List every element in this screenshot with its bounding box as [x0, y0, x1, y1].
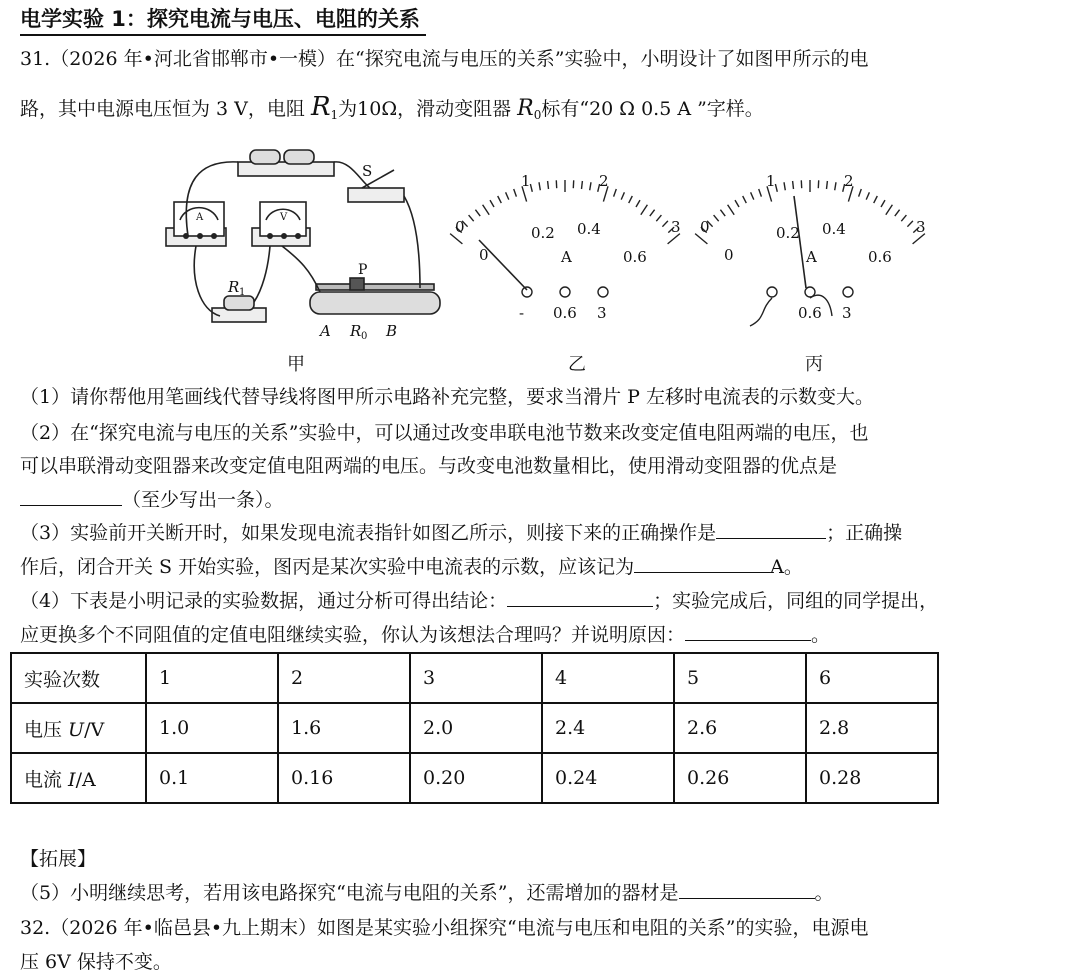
yi-terminal-neg: - — [519, 304, 525, 322]
dial-tick — [714, 215, 719, 221]
question-4-line1 — [20, 588, 938, 614]
voltage-unit: /V — [84, 718, 105, 741]
extension-heading: 【拓展】 — [20, 848, 97, 870]
rheostat-symbol: R — [350, 322, 362, 340]
table-cell: 6 — [806, 653, 938, 703]
bing-terminal-06: 0.6 — [798, 304, 822, 322]
dial-tick — [859, 189, 862, 197]
answer-blank-q2[interactable] — [20, 487, 122, 506]
dial-tick — [735, 200, 739, 207]
dial-tick — [483, 205, 490, 215]
bing-bottom-1: 0.2 — [776, 224, 800, 242]
dial-tick — [759, 189, 762, 197]
question-2-line3 — [20, 487, 284, 513]
resistor-label: R — [228, 278, 240, 296]
answer-blank-q3a[interactable] — [716, 520, 826, 539]
yi-bottom-2: 0.4 — [577, 220, 601, 238]
r1-subscript: 1 — [330, 108, 339, 122]
yi-terminal-06: 0.6 — [553, 304, 577, 322]
table-cell: 0.20 — [410, 753, 542, 803]
dial-tick — [751, 192, 754, 199]
ammeter-letter: A — [196, 212, 204, 223]
bing-top-0: 0 — [700, 218, 710, 236]
needle-bing — [794, 196, 806, 288]
dial-tick — [469, 215, 474, 221]
dial-tick — [498, 196, 502, 203]
dial-tick — [506, 192, 509, 199]
dial-tick — [907, 221, 913, 227]
dial-tick — [475, 210, 480, 216]
dial-tick — [881, 200, 885, 207]
section-title: 电学实验 1：探究电流与电压、电阻的关系 — [20, 4, 426, 36]
question-2-line1: （2）在“探究电流与电压的关系”实验中，可以通过改变串联电池节数来改变定值电阻两端的电压，也 — [20, 422, 869, 444]
table-cell: 5 — [674, 653, 806, 703]
yi-unit: A — [561, 248, 572, 266]
yi-bottom-1: 0.2 — [531, 224, 555, 242]
dial-tick — [866, 192, 869, 199]
rheostat — [310, 292, 440, 314]
answer-blank-q4a[interactable] — [507, 588, 653, 607]
yi-top-0: 0 — [455, 218, 465, 236]
dial-tick — [530, 184, 532, 192]
table-cell: 2 — [278, 653, 410, 703]
yi-top-2: 2 — [599, 172, 609, 190]
circuit-diagram — [150, 140, 450, 345]
figure-label-yi: 乙 — [568, 354, 586, 375]
table-cell: 2.4 — [542, 703, 674, 753]
dial-tick — [874, 196, 878, 203]
yi-terminal-3: 3 — [597, 304, 607, 322]
q4-text-a: （4）下表是小明记录的实验数据，通过分析可得出结论： — [20, 590, 508, 612]
figure-label-jia: 甲 — [287, 354, 305, 375]
bing-bottom-0: 0 — [724, 246, 734, 264]
q3-text-d: A。 — [770, 556, 803, 578]
question-2-line2: 可以串联滑动变阻器来改变定值电阻两端的电压。与改变电池数量相比，使用滑动变阻器的优点是 — [20, 455, 838, 477]
dial-tick — [548, 181, 549, 189]
q3-text-b: ；正确操 — [826, 522, 903, 544]
ammeter-dial-bing — [690, 140, 935, 340]
q4-text-b: ；实验完成后，同组的同学提出， — [653, 590, 939, 612]
answer-blank-q3b[interactable] — [634, 554, 770, 573]
dial-tick — [490, 200, 494, 207]
bing-bottom-3: 0.6 — [868, 248, 892, 266]
dial-tick — [656, 215, 661, 221]
bing-top-2: 2 — [844, 172, 854, 190]
table-cell: 1 — [146, 653, 278, 703]
table-cell: 实验次数 — [11, 653, 146, 703]
battery-cell-1 — [250, 150, 280, 164]
q31-text-b: 为10Ω，滑动变阻器 — [338, 98, 518, 120]
table-row-voltage — [11, 703, 938, 753]
switch-base — [348, 188, 404, 202]
switch-label: S — [362, 162, 373, 180]
battery-holder — [238, 162, 334, 176]
dial-tick — [901, 215, 906, 221]
dial-tick — [886, 205, 893, 215]
question-3-line2 — [20, 554, 803, 580]
resistor-r1 — [224, 296, 254, 310]
table-row-header — [11, 653, 938, 703]
yi-bottom-3: 0.6 — [623, 248, 647, 266]
table-cell: 0.28 — [806, 753, 938, 803]
question-5 — [20, 880, 834, 906]
current-unit: /A — [75, 768, 96, 791]
question-3-line1 — [20, 520, 902, 546]
bing-wire-left — [750, 298, 772, 326]
question-4-line2 — [20, 622, 830, 648]
dial-tick — [629, 196, 633, 203]
yi-bottom-0: 0 — [479, 246, 489, 264]
bing-top-3: 3 — [916, 218, 926, 236]
q2-suffix: （至少写出一条）。 — [122, 489, 284, 511]
q31-intro-line1: 31.（2026 年•河北省邯郸市•一模）在“探究电流与电压的关系”实验中，小明设计了如图甲所示的电 — [20, 48, 869, 70]
q31-text-c: 标有“20 Ω 0.5 A ”字样。 — [541, 98, 764, 120]
table-row-label — [11, 753, 146, 803]
table-cell: 0.1 — [146, 753, 278, 803]
r0-subscript: 0 — [533, 108, 542, 122]
r0-symbol: R — [517, 96, 534, 121]
dial-tick — [636, 200, 640, 207]
rheostat-terminal-a: A — [320, 322, 331, 340]
resistor-subscript: 1 — [239, 287, 246, 298]
dial-tick — [514, 189, 517, 197]
dial-tick — [641, 205, 648, 215]
table-cell: 0.26 — [674, 753, 806, 803]
question-1: （1）请你帮他用笔画线代替导线将图甲所示电路补充完整，要求当滑片 P 左移时电流表的示数变大。 — [20, 386, 874, 408]
experiment-data-table — [10, 652, 939, 804]
bing-top-1: 1 — [766, 172, 776, 190]
dial-tick — [784, 182, 785, 190]
table-cell: 1.0 — [146, 703, 278, 753]
dial-tick — [835, 182, 836, 190]
r1-symbol: R — [310, 92, 331, 122]
q4-text-c: 应更换多个不同阻值的定值电阻继续实验，你认为该想法合理吗？并说明原因： — [20, 624, 686, 646]
dial-tick — [621, 192, 624, 199]
q4-text-d: 。 — [811, 624, 831, 646]
table-cell: 4 — [542, 653, 674, 703]
dial-tick — [650, 210, 655, 216]
dial-tick — [743, 196, 747, 203]
q5-text-b: 。 — [814, 882, 834, 904]
table-cell: 0.16 — [278, 753, 410, 803]
table-cell: 0.24 — [542, 753, 674, 803]
dial-tick — [895, 210, 900, 216]
dial-tick — [582, 181, 583, 189]
table-cell: 2.8 — [806, 703, 938, 753]
q3-text-a: （3）实验前开关断开时，如果发现电流表指针如图乙所示，则接下来的正确操作是 — [20, 522, 717, 544]
table-cell: 2.6 — [674, 703, 806, 753]
bing-unit: A — [806, 248, 817, 266]
rheostat-slider — [350, 278, 364, 290]
voltage-label-text: 电压 — [24, 718, 69, 741]
voltmeter-letter: V — [280, 212, 288, 223]
dial-tick — [720, 210, 725, 216]
dial-tick — [775, 184, 777, 192]
voltage-symbol: U — [68, 718, 85, 741]
ammeter-dial-yi — [445, 140, 690, 340]
table-cell: 2.0 — [410, 703, 542, 753]
q32-line1: 32.（2026 年•临邑县•九上期末）如图是某实验小组探究“电流与电压和电阻的关系”的实验，电源电 — [20, 917, 869, 939]
slider-label: P — [358, 262, 368, 278]
battery-cell-2 — [284, 150, 314, 164]
table-row-current — [11, 753, 938, 803]
rheostat-terminal-b: B — [386, 322, 398, 340]
dial-tick — [793, 181, 794, 189]
table-cell: 3 — [410, 653, 542, 703]
dial-tick — [614, 189, 617, 197]
q5-text-a: （5）小明继续思考，若用该电路探究“电流与电阻的关系”，还需增加的器材是 — [20, 882, 679, 904]
dial-tick — [539, 182, 540, 190]
bing-terminal-3: 3 — [842, 304, 852, 322]
current-label-text: 电流 — [24, 768, 69, 791]
q31-intro-line2 — [20, 94, 764, 128]
dial-tick — [662, 221, 668, 227]
answer-blank-q4b[interactable] — [685, 622, 811, 641]
answer-blank-q5[interactable] — [679, 880, 815, 899]
q3-text-c: 作后，闭合开关 S 开始实验，图丙是某次实验中电流表的示数，应该记为 — [20, 556, 635, 578]
current-symbol: I — [68, 768, 76, 791]
yi-top-1: 1 — [521, 172, 531, 190]
dial-tick — [827, 181, 828, 189]
bing-bottom-2: 0.4 — [822, 220, 846, 238]
q31-text-a: 路，其中电源电压恒为 3 V，电阻 — [20, 98, 311, 120]
q32-line2: 压 6V 保持不变。 — [20, 951, 172, 973]
yi-top-3: 3 — [671, 218, 681, 236]
table-row-label — [11, 703, 146, 753]
figure-label-bing: 丙 — [805, 354, 823, 375]
dial-tick — [728, 205, 735, 215]
rheostat-subscript: 0 — [361, 331, 368, 342]
dial-tick — [590, 182, 591, 190]
table-cell: 1.6 — [278, 703, 410, 753]
